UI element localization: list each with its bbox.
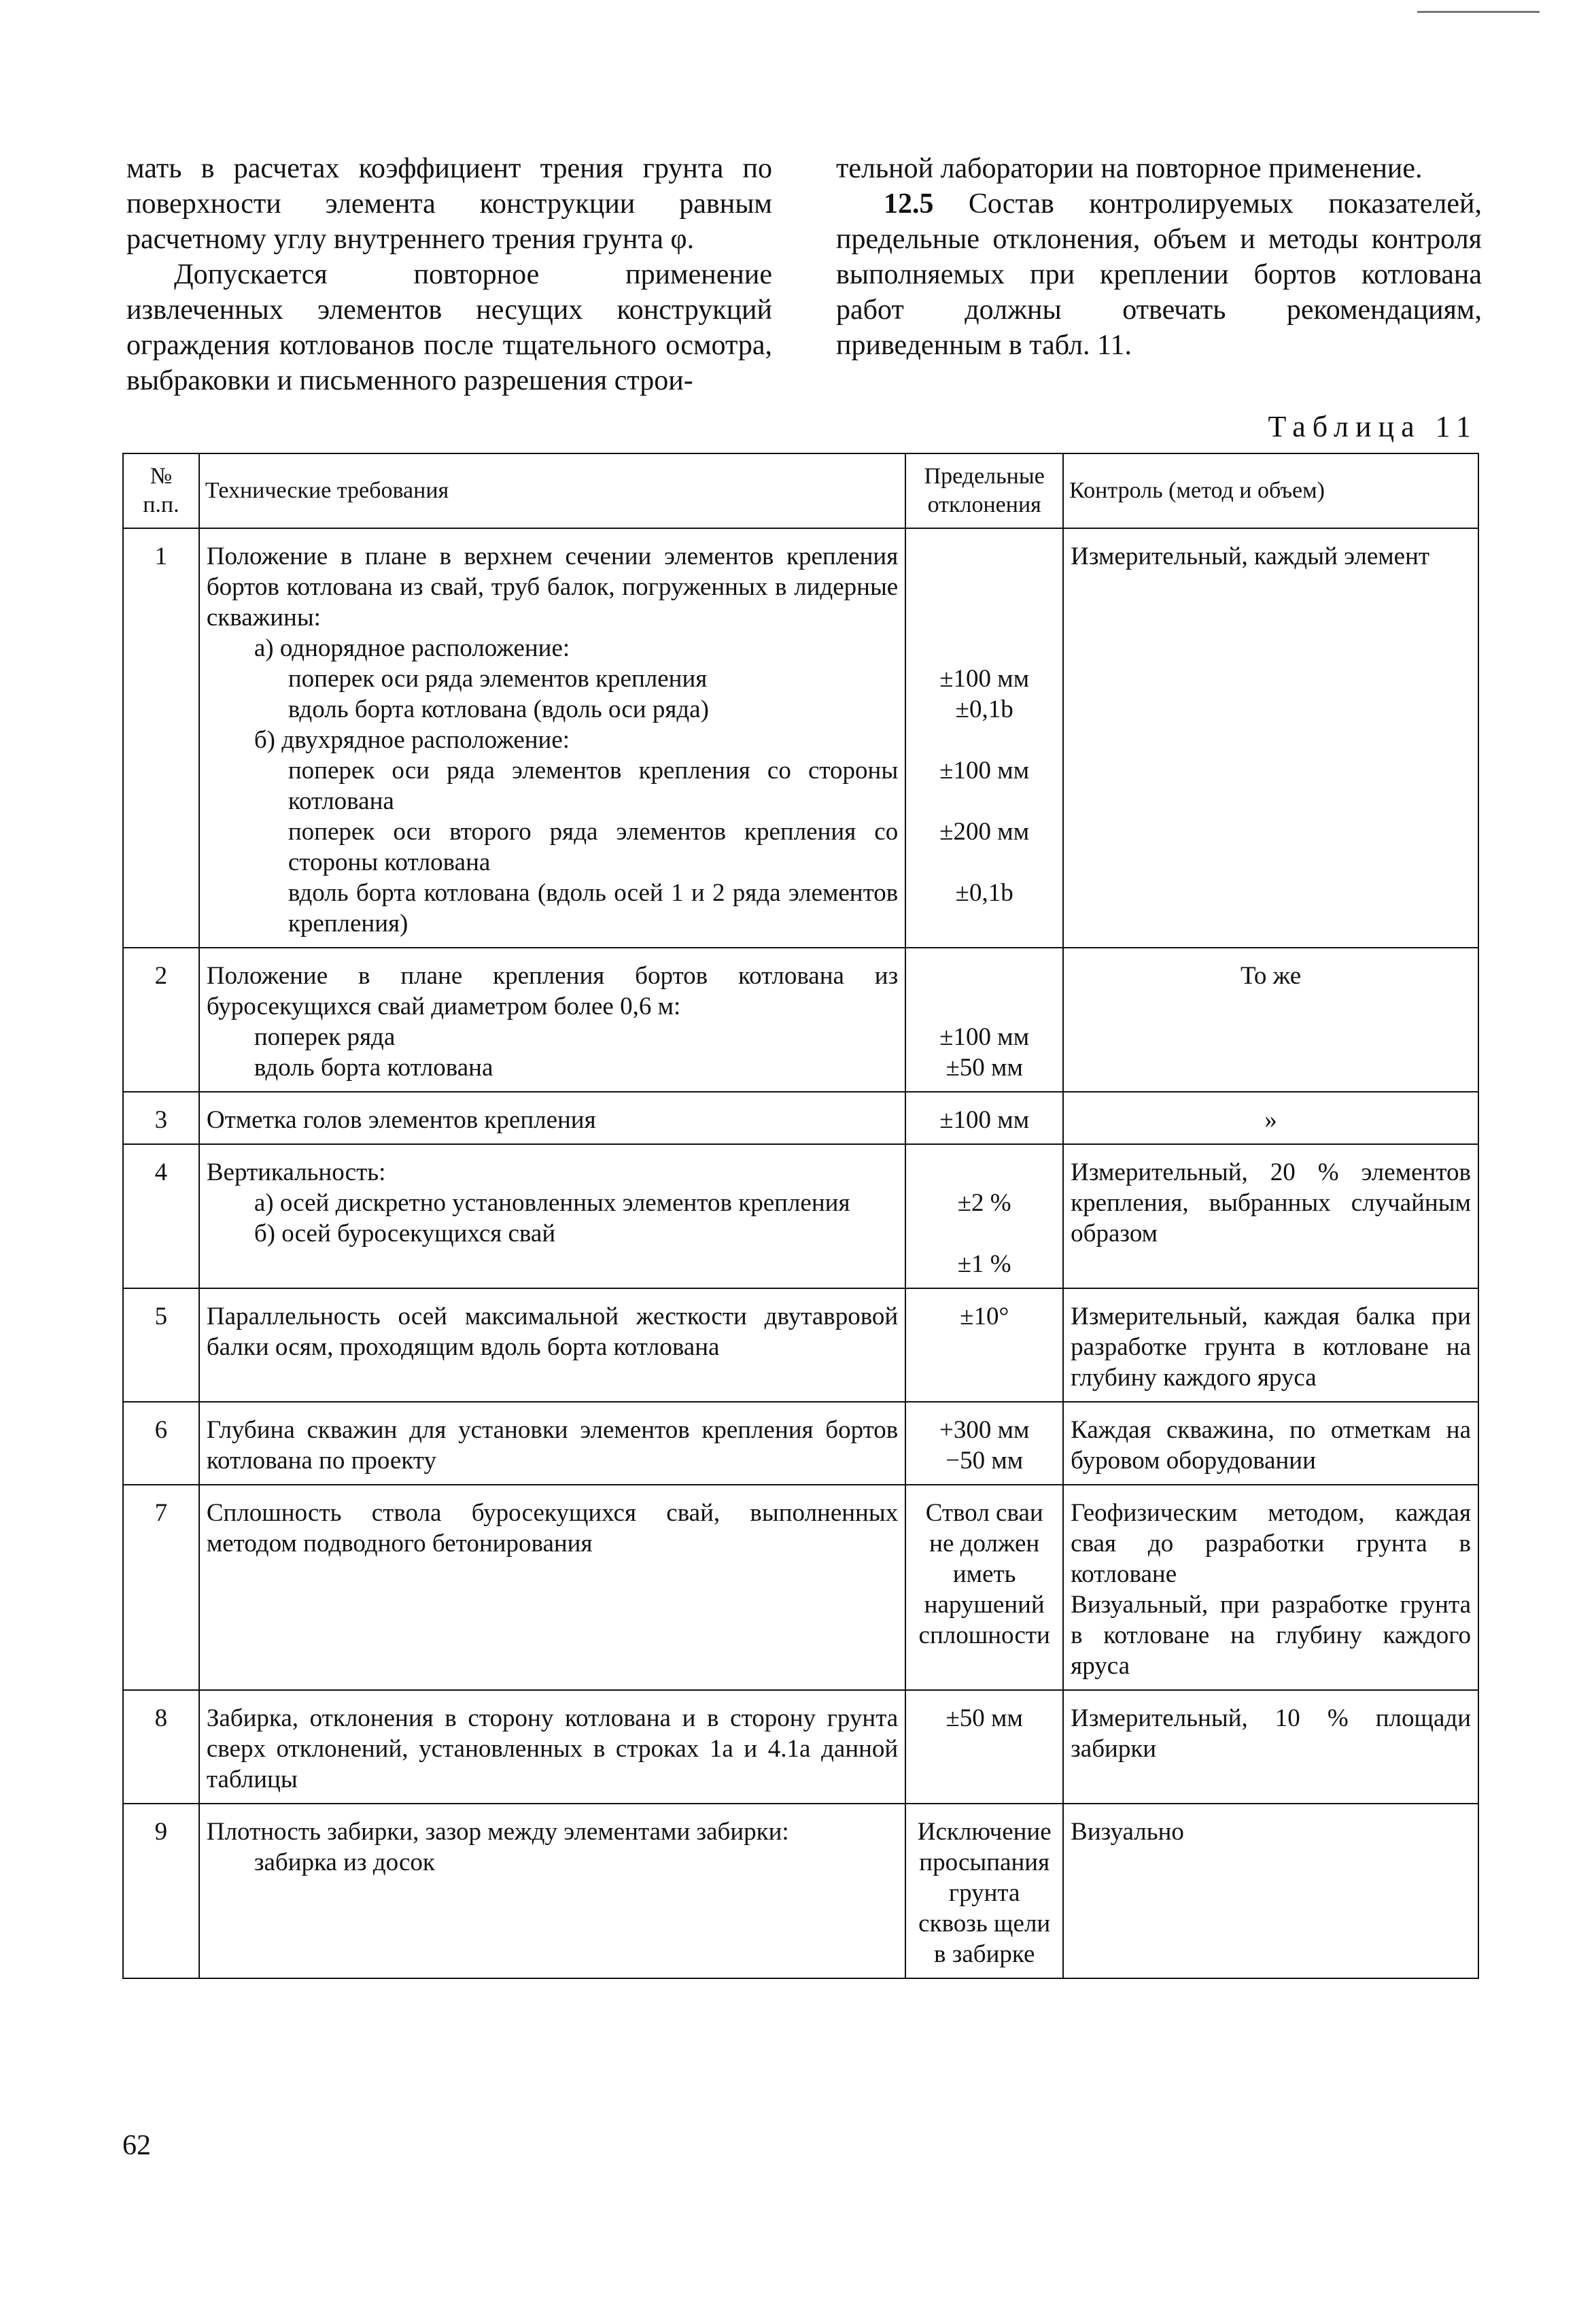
deviation-value: ±0,1b: [955, 695, 1013, 723]
row-number: 1: [123, 528, 199, 948]
row-control: Измерительный, 20 % элементов крепления, выбранных случайным образом: [1063, 1144, 1478, 1288]
paragraph: мать в расчетах коэффициент трения грунта по поверхности элемента конструкции равным расчетному углу внутреннего трения грунта φ.: [126, 153, 772, 255]
row-deviation: [905, 948, 1063, 1092]
control-line: Визуальный, при разработке грунта в котловане на глубину каждого яруса: [1071, 1591, 1471, 1680]
deviation-value: ±100 мм: [939, 1023, 1030, 1051]
requirement-sub: вдоль борта котлована (вдоль оси ряда): [288, 695, 709, 723]
row-deviation: [905, 528, 1063, 948]
control-line: Геофизическим методом, каждая свая до разработки грунта в котловане: [1071, 1499, 1471, 1588]
requirement-sub: б) осей буросекущихся свай: [254, 1220, 556, 1247]
row-deviation: ±50 мм: [905, 1690, 1063, 1804]
row-deviation: [905, 1402, 1063, 1485]
deviation-value: ±2 %: [957, 1189, 1011, 1217]
requirement-sub: поперек ряда: [254, 1023, 396, 1051]
row-deviation: ±100 мм: [905, 1092, 1063, 1144]
row-control: Каждая скважина, по отметкам на буровом оборудовании: [1063, 1402, 1478, 1485]
page-number: 62: [122, 2130, 151, 2161]
table-row: [123, 1804, 1478, 1978]
requirement-sub: б) двухрядное расположение:: [254, 726, 570, 754]
row-control: »: [1063, 1092, 1478, 1144]
row-control: Измерительный, каждая балка при разработке грунта в котловане на глубину каждого яруса: [1063, 1288, 1478, 1402]
row-requirement: Параллельность осей максимальной жесткости двутавровой балки осям, проходящим вдоль борта котлована: [199, 1288, 905, 1402]
requirement-main: Плотность забирки, зазор между элементами забирки:: [206, 1818, 789, 1846]
row-requirement: [199, 948, 905, 1092]
row-number: 5: [123, 1288, 199, 1402]
deviation-value: ±1 %: [957, 1250, 1011, 1278]
left-column-text: [126, 151, 772, 398]
requirements-table: [122, 453, 1479, 1979]
table-row: [123, 1690, 1478, 1804]
table-row: [123, 1092, 1478, 1144]
table-row: [123, 1402, 1478, 1485]
row-number: 6: [123, 1402, 199, 1485]
row-requirement: [199, 1144, 905, 1288]
row-requirement: [199, 1804, 905, 1978]
deviation-value: ±0,1b: [955, 879, 1013, 907]
deviation-value: ±50 мм: [946, 1054, 1023, 1082]
requirement-sub: поперек оси ряда элементов крепления: [288, 665, 708, 693]
row-number: 8: [123, 1690, 199, 1804]
deviation-value: ±100 мм: [939, 757, 1030, 785]
row-control: Измерительный, каждый элемент: [1063, 528, 1478, 948]
row-requirement: Отметка голов элементов крепления: [199, 1092, 905, 1144]
row-deviation: Ствол сваи не должен иметь нарушений сплошности: [905, 1485, 1063, 1690]
table-caption: Таблица 11: [1268, 410, 1478, 443]
requirement-sub: вдоль борта котлована (вдоль осей 1 и 2 ряда элементов крепления): [288, 879, 899, 937]
row-requirement: Забирка, отклонения в сторону котлована и в сторону грунта сверх отклонений, установленных в строках 1а и 4.1а данной таблицы: [199, 1690, 905, 1804]
row-control: Измерительный, 10 % площади забирки: [1063, 1690, 1478, 1804]
row-deviation: [905, 1144, 1063, 1288]
requirement-sub: поперек оси ряда элементов крепления со стороны котлована: [288, 757, 899, 815]
row-deviation: Исключение просыпания грунта сквозь щели в забирке: [905, 1804, 1063, 1978]
clause-number: 12.5: [884, 188, 934, 220]
requirement-main: Вертикальность:: [206, 1158, 386, 1186]
row-requirement: Глубина скважин для установки элементов крепления бортов котлована по проекту: [199, 1402, 905, 1485]
deviation-value: ±100 мм: [939, 665, 1030, 693]
table-row: [123, 948, 1478, 1092]
row-requirement: [199, 528, 905, 948]
requirement-sub: а) осей дискретно установленных элементов крепления: [254, 1189, 850, 1217]
row-number: 3: [123, 1092, 199, 1144]
row-number: 9: [123, 1804, 199, 1978]
requirement-main: Положение в плане в верхнем сечении элементов крепления бортов котлована из свай, труб балок, погруженных в лидерные скважины:: [206, 543, 899, 632]
table-row: [123, 1288, 1478, 1402]
requirement-main: Положение в плане крепления бортов котлована из буросекущихся свай диаметром более 0,6 м:: [206, 962, 899, 1020]
header-rule: [1417, 11, 1540, 13]
row-control: То же: [1063, 948, 1478, 1092]
row-number: 4: [123, 1144, 199, 1288]
deviation-value: +300 мм: [939, 1416, 1030, 1444]
clause-text: Состав контролируемых показателей, предельные отклонения, объем и методы контроля выполняемых при креплении бортов котлована работ должны отвечать рекомендациям, приведенным в табл. 11.: [836, 188, 1482, 361]
right-column-text: [836, 151, 1482, 363]
paragraph: тельной лаборатории на повторное применение.: [836, 153, 1423, 184]
deviation-value: ±200 мм: [939, 818, 1030, 846]
table-row: [123, 1485, 1478, 1690]
paragraph: Допускается повторное применение извлеченных элементов несущих конструкций ограждения котлованов после тщательного осмотра, выбраковки и письменного разрешения строи-: [126, 259, 772, 396]
table-row: [123, 1144, 1478, 1288]
header-requirements: Технические требования: [199, 453, 905, 528]
row-control: Визуально: [1063, 1804, 1478, 1978]
row-deviation: ±10°: [905, 1288, 1063, 1402]
deviation-value: −50 мм: [946, 1447, 1024, 1475]
row-number: 7: [123, 1485, 199, 1690]
requirement-sub: поперек оси второго ряда элементов крепления со стороны котлована: [288, 818, 899, 876]
paragraph: [836, 186, 1482, 363]
table-row: [123, 528, 1478, 948]
requirement-sub: а) однорядное расположение:: [254, 634, 570, 662]
header-control: Контроль (метод и объем): [1063, 453, 1478, 528]
header-num: № п.п.: [123, 453, 199, 528]
row-number: 2: [123, 948, 199, 1092]
table-header-row: [123, 453, 1478, 528]
requirement-sub: забирка из досок: [254, 1848, 435, 1876]
row-control: [1063, 1485, 1478, 1690]
row-requirement: Сплошность ствола буросекущихся свай, выполненных методом подводного бетонирования: [199, 1485, 905, 1690]
requirement-sub: вдоль борта котлована: [254, 1054, 493, 1082]
header-deviations: Предельные отклонения: [905, 453, 1063, 528]
